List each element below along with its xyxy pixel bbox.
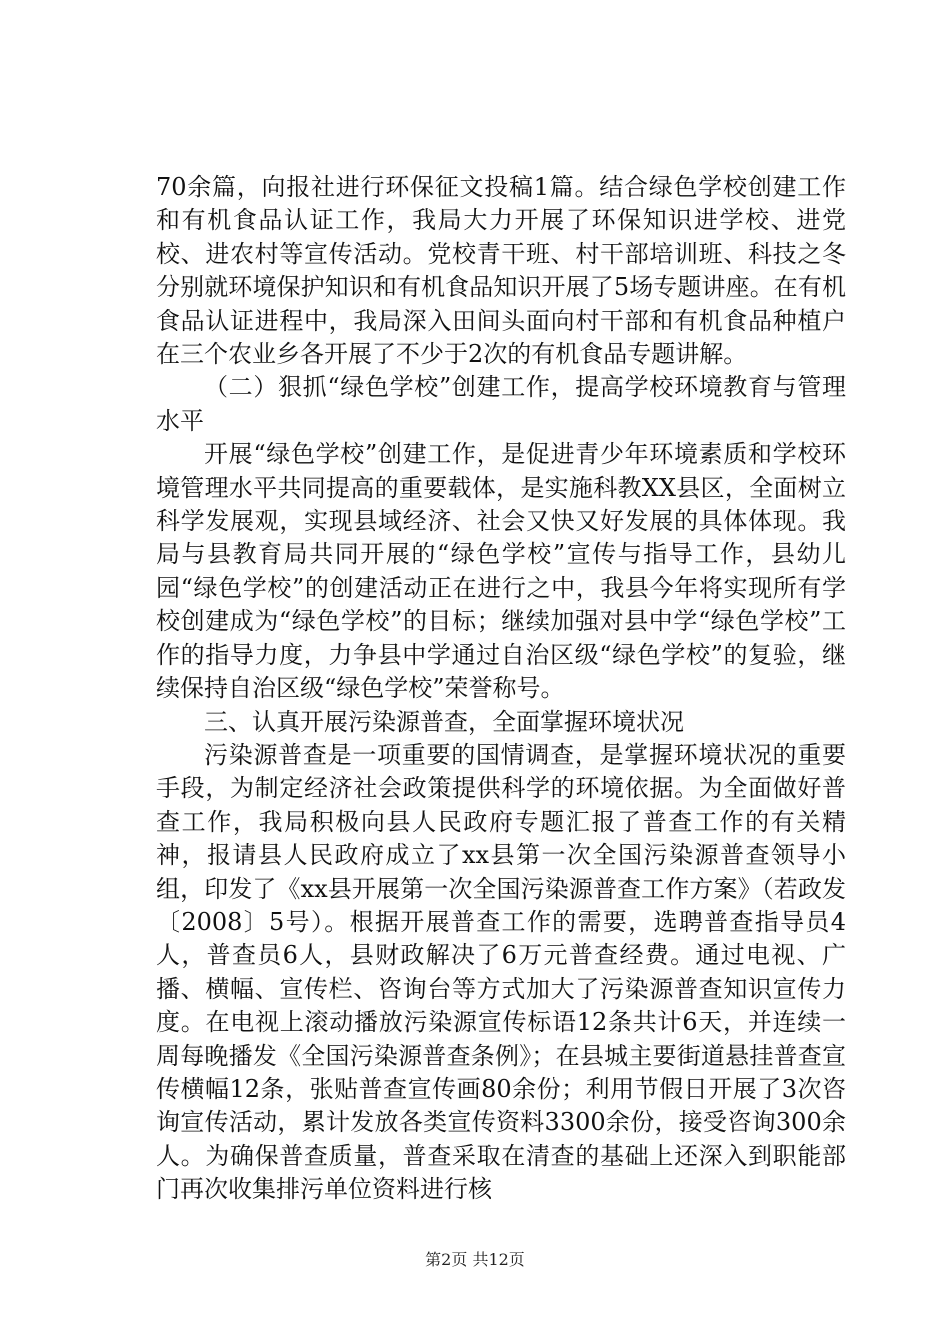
paragraph-pollution-census: 污染源普查是一项重要的国情调查，是掌握环境状况的重要手段，为制定经济社会政策提供科学的环境依据。为全面做好普查工作，我局积极向县人民政府专题汇报了普查工作的有关精神，报请县人民政府成立了xx县第一次全国污染源普查领导小组，印发了《xx县开展第一次全国污染源普查工作方案》（若政发〔2008〕5号）。根据开展普查工作的需要，选聘普查指导员4人，普查员6人，县财政解决了6万元普查经费。通过电视、广播、横幅、宣传栏、咨询台等方式加大了污染源普查知识宣传力度。在电视上滚动播放污染源宣传标语12条共计6天，并连续一周每晚播发《全国污染源普查条例》；在县城主要街道悬挂普查宣传横幅12条，张贴普查宣传画80余份；利用节假日开展了3次咨询宣传活动，累计发放各类宣传资料3300余份，接受咨询300余人。为确保普查质量，普查采取在清查的基础上还深入到职能部门再次收集排污单位资料进行核: [156, 740, 846, 1204]
paragraph-1: 70余篇，向报社进行环保征文投稿1篇。结合绿色学校创建工作和有机食品认证工作，我局大力开展了环保知识进学校、进党校、进农村等宣传活动。党校青干班、村干部培训班、科技之冬分别就环境保护知识和有机食品知识开展了5场专题讲座。在有机食品认证进程中，我局深入田间头面向村干部和有机食品种植户在三个农业乡各开展了不少于2次的有机食品专题讲解。: [156, 173, 846, 369]
page-number-footer: 第2页 共12页: [425, 1250, 525, 1269]
section-heading-green-school: （二）狠抓“绿色学校”创建工作，提高学校环境教育与管理水平: [156, 373, 846, 435]
document-body: [156, 171, 846, 1207]
section-heading-pollution-census: 三、认真开展污染源普查，全面掌握环境状况: [204, 707, 684, 736]
paragraph-green-school: 开展“绿色学校”创建工作，是促进青少年环境素质和学校环境管理水平共同提高的重要载体，是实施科教XX县区，全面树立科学发展观，实现县域经济、社会又快又好发展的具体体现。我局与县教育局共同开展的“绿色学校”宣传与指导工作，县幼儿园“绿色学校”的创建活动正在进行之中，我县今年将实现所有学校创建成为“绿色学校”的目标；继续加强对县中学“绿色学校”工作的指导力度，力争县中学通过自治区级“绿色学校”的复验，继续保持自治区级“绿色学校”荣誉称号。: [156, 440, 846, 703]
